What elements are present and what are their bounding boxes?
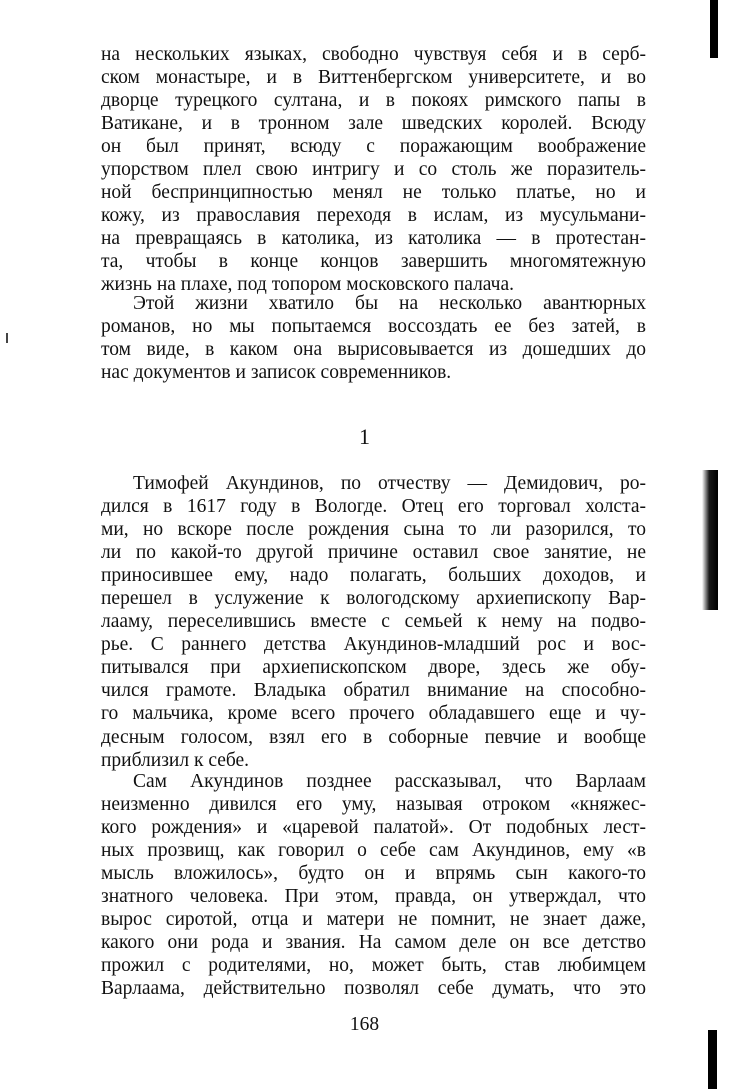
text-line: кого рождения» и «царевой палатой». От подобных лест- [101, 817, 646, 839]
text-line: го мальчика, кроме всего прочего обладавшего еще и чу- [101, 703, 646, 725]
text-line: та, чтобы в конце концов завершить многомятежную [101, 251, 646, 273]
text-line: на нескольких языках, свободно чувствуя себя и в серб- [101, 44, 646, 65]
text-line: Варлаама, действительно позволял себе думать, что это [101, 978, 646, 1000]
text-line: кожу, из православия переходя в ислам, из мусульмани- [101, 205, 646, 227]
text-line: чился грамоте. Владыка обратил внимание на способно- [101, 680, 646, 702]
scan-edge-shadow [708, 1030, 717, 1089]
text-line: он был принят, всюду с поражающим воображение [101, 136, 646, 158]
text-line: Сам Акундинов позднее рассказывал, что Варлаам [133, 771, 646, 792]
text-line: упорством плел свою интригу и со столь же поразитель- [101, 159, 646, 181]
text-line: ных прозвищ, как говорил о себе сам Акундинов, ему «в [101, 840, 646, 862]
scan-mark [6, 333, 8, 343]
text-line: десным голосом, взял его в соборные певчие и вообще [101, 726, 646, 748]
text-line: лааму, переселившись вместе с семьей к нему на подво- [101, 611, 646, 633]
text-line: ском монастыре, и в Виттенбергском университете, и во [101, 67, 646, 89]
text-line: жизнь на плахе, под топором московского палача. [101, 274, 515, 296]
text-line: нас документов и записок современников. [101, 362, 452, 384]
body-paragraph [101, 472, 646, 772]
text-line: приблизил к себе. [101, 749, 250, 771]
text-line: Этой жизни хватило бы на несколько авантюрных [133, 293, 646, 314]
text-line: рье. С раннего детства Акундинов-младший рос и вос- [101, 634, 646, 656]
text-line: дворце турецкого султана, и в покоях римского папы в [101, 90, 646, 112]
body-paragraph-2 [101, 770, 646, 1000]
text-line: приносившее ему, надо полагать, больших доходов, и [101, 565, 646, 587]
text-line: прожил с родителями, но, может быть, став любимцем [101, 955, 646, 977]
page-number: 168 [349, 1014, 380, 1035]
text-line: ли по какой-то другой причине оставил свое занятие, не [101, 542, 646, 564]
text-line: неизменно дивился его уму, называя отроком «княжес- [101, 794, 646, 816]
intro-paragraph-2 [101, 292, 646, 384]
text-line: мысль вложилось», будто он и впрямь сын какого-то [101, 863, 646, 885]
text-line: на превращаясь в католика, из католика — в протестан- [101, 228, 646, 250]
text-line: том виде, в каком она вырисовывается из дошедших до [101, 339, 646, 361]
text-line: какого они рода и звания. На самом деле он все детство [101, 932, 646, 954]
text-line: ми, но вскоре после рождения сына то ли разорился, то [101, 519, 646, 541]
text-line: романов, но мы попытаемся воссоздать ее без затей, в [101, 316, 646, 338]
text-line: знатного человека. При этом, правда, он утверждал, что [101, 886, 646, 908]
text-line: дился в 1617 году в Вологде. Отец его торговал холста- [101, 496, 646, 518]
text-line: Ватикане, и в тронном зале шведских королей. Всюду [101, 113, 646, 135]
text-line: питывался при архиепископском дворе, здесь же обу- [101, 657, 646, 679]
text-line: ной беспринципностью менял не только платье, но и [101, 182, 646, 204]
text-line: вырос сиротой, отца и матери не помнит, не знает даже, [101, 909, 646, 931]
intro-paragraph [101, 43, 646, 297]
text-line: Тимофей Акундинов, по отчеству — Демидович, ро- [133, 473, 646, 494]
scan-edge-shadow [710, 0, 718, 58]
chapter-number: 1 [359, 424, 370, 449]
text-line: перешел в услужение к вологодскому архиепископу Вар- [101, 588, 646, 610]
scan-edge-shadow [702, 470, 718, 610]
